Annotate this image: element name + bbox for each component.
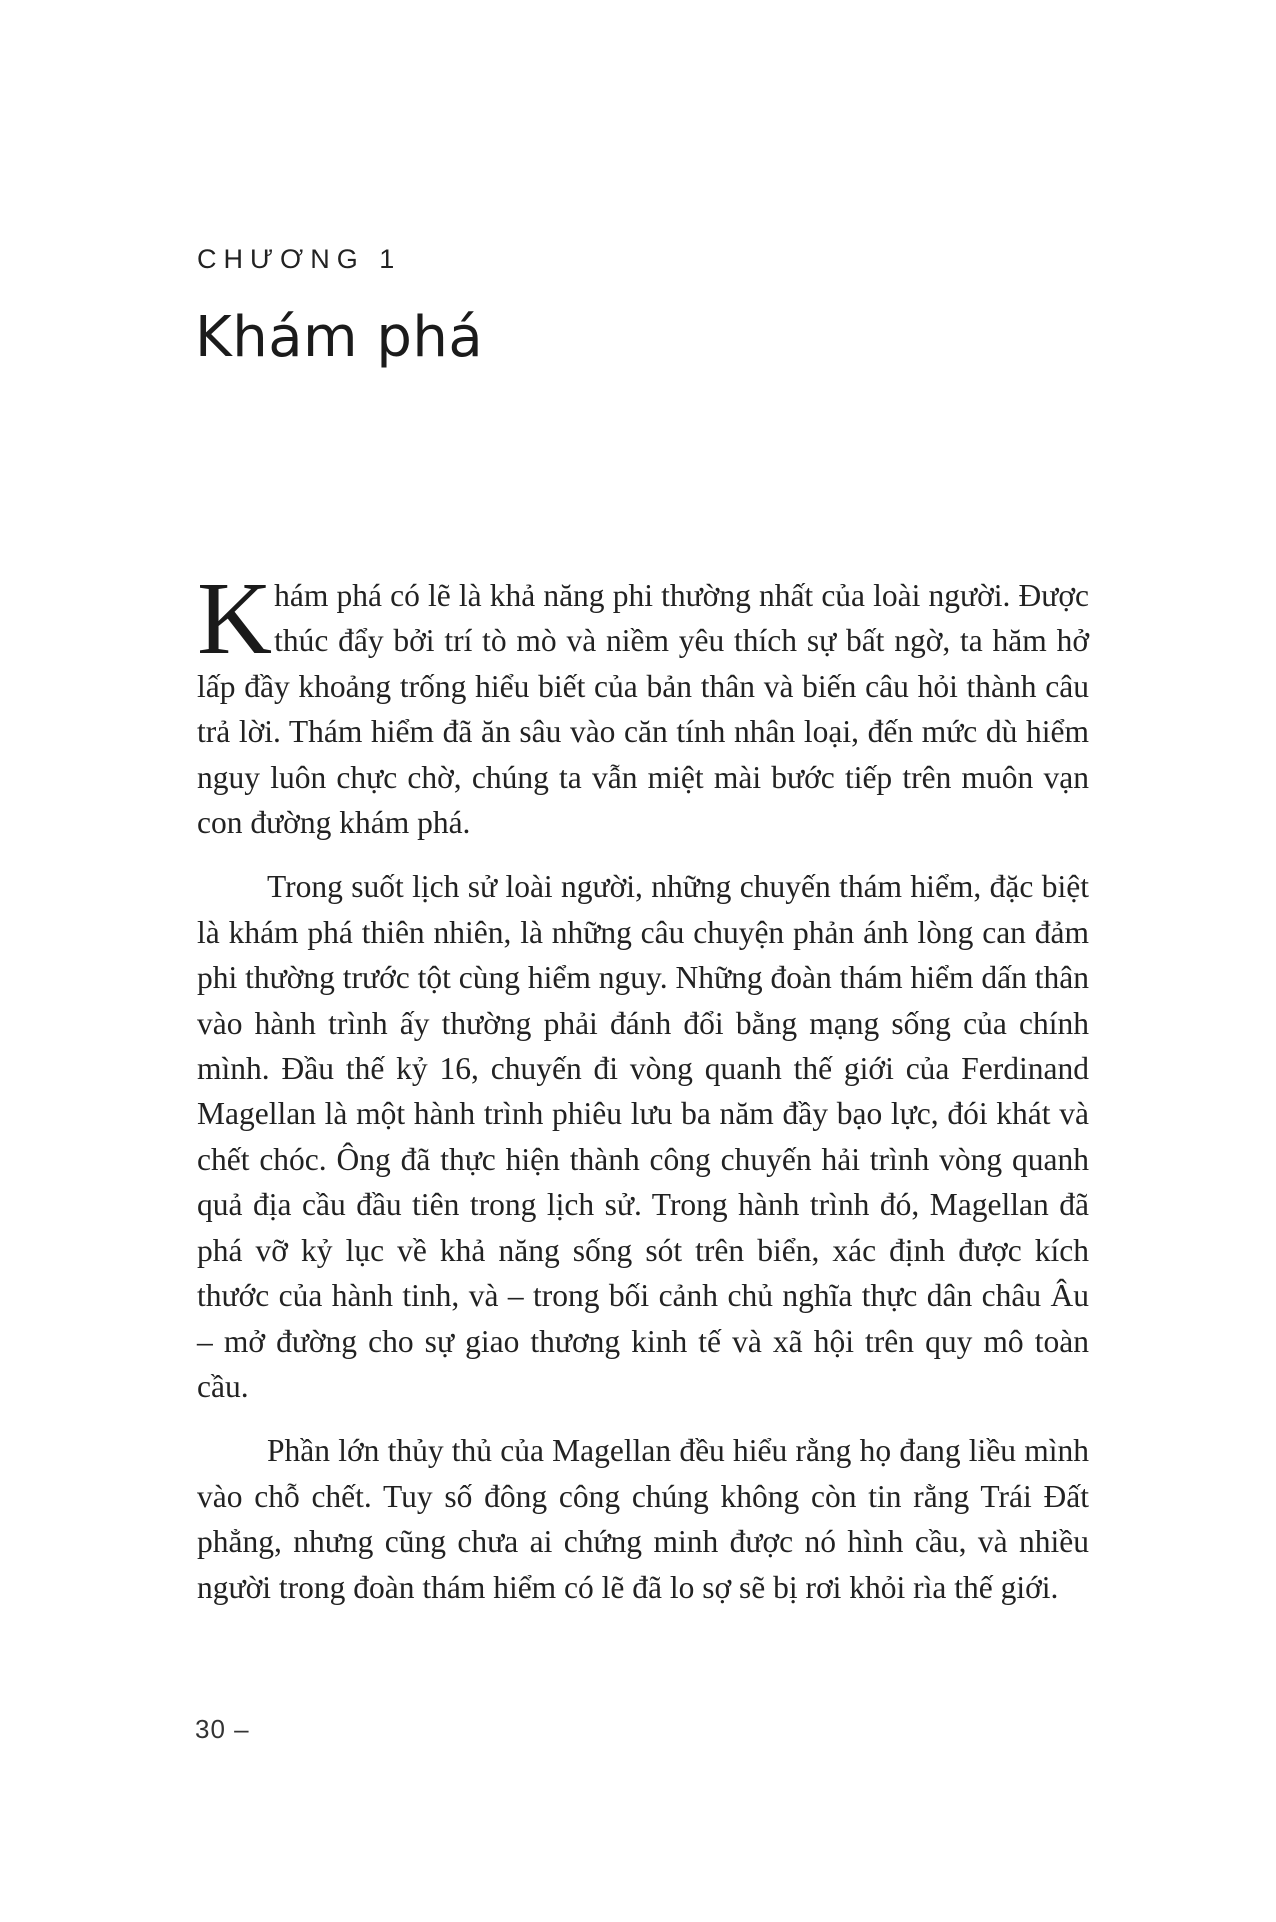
drop-cap: K (197, 561, 273, 676)
chapter-title: Khám phá (195, 305, 484, 370)
chapter-body (197, 561, 1089, 1629)
paragraph-1 (197, 561, 1089, 845)
paragraph-3: Phần lớn thủy thủ của Magellan đều hiểu rằng họ đang liều mình vào chỗ chết. Tuy số đông công chúng không còn tin rằng Trái Đất phẳng, nhưng cũng chưa ai chứng minh được nó hình cầu, và nhiều người trong đoàn thám hiểm có lẽ đã lo sợ sẽ bị rơi khỏi rìa thế giới. (197, 1433, 1089, 1605)
paragraph-2: Trong suốt lịch sử loài người, những chuyến thám hiểm, đặc biệt là khám phá thiên nhiên, là những câu chuyện phản ánh lòng can đảm phi thường trước tột cùng hiểm nguy. Những đoàn thám hiểm dấn thân vào hành trình ấy thường phải đánh đổi bằng mạng sống của chính mình. Đầu thế kỷ 16, chuyến đi vòng quanh thế giới của Ferdinand Magellan là một hành trình phiêu lưu ba năm đầy bạo lực, đói khát và chết chóc. Ông đã thực hiện thành công chuyến hải trình vòng quanh quả địa cầu đầu tiên trong lịch sử. Trong hành trình đó, Magellan đã phá vỡ kỷ lục về khả năng sống sót trên biển, xác định được kích thước của hành tinh, và – trong bối cảnh chủ nghĩa thực dân châu Âu – mở đường cho sự giao thương kinh tế và xã hội trên quy mô toàn cầu. (197, 869, 1089, 1404)
page-number: 30 – (195, 1714, 250, 1744)
chapter-label: CHƯƠNG 1 (197, 244, 402, 274)
paragraph-1-text: hám phá có lẽ là khả năng phi thường nhất của loài người. Được thúc đẩy bởi trí tò mò và niềm yêu thích sự bất ngờ, ta hăm hở lấp đầy khoảng trống hiểu biết của bản thân và biến câu hỏi thành câu trả lời. Thám hiểm đã ăn sâu vào căn tính nhân loại, đến mức dù hiểm nguy luôn chực chờ, chúng ta vẫn miệt mài bước tiếp trên muôn vạn con đường khám phá. (197, 578, 1089, 841)
